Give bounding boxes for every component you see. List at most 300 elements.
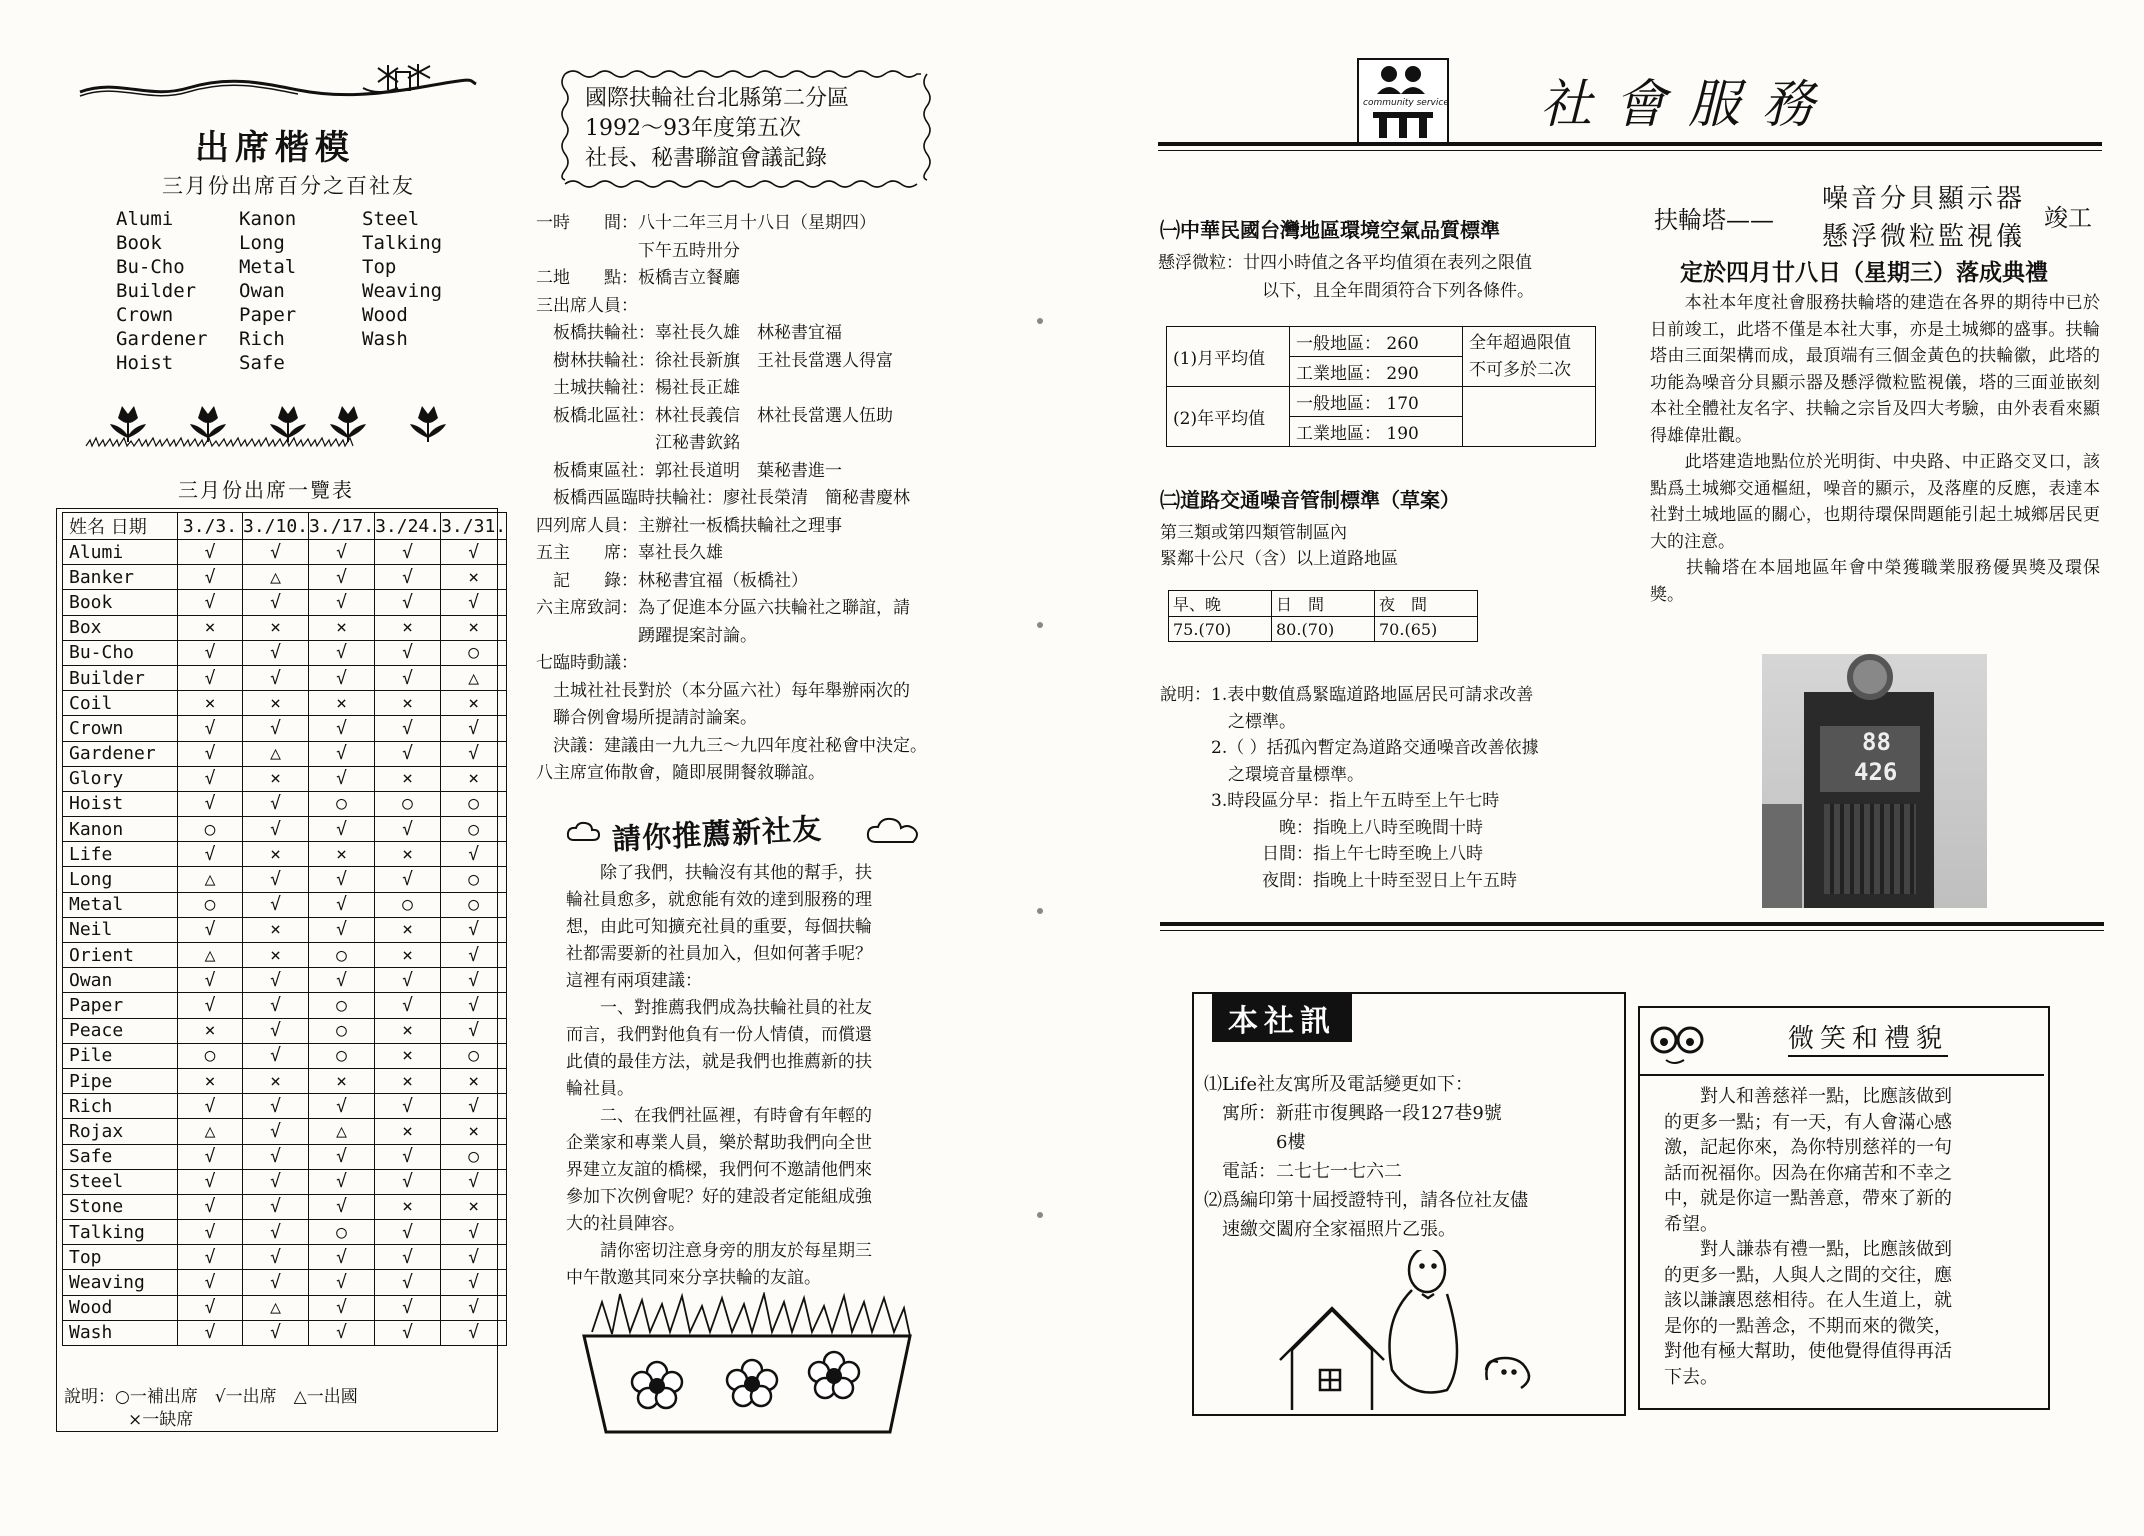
noise-table <box>1168 590 1478 642</box>
house-figure-drawing <box>1262 1250 1562 1410</box>
minutes-title-line: 國際扶輪社台北縣第二分區 <box>585 86 850 111</box>
attendance-mark: √ <box>441 1245 507 1270</box>
minutes-title <box>585 84 849 174</box>
honor-name: Safe <box>239 352 285 374</box>
minutes-line: 踴躍提案討論。 <box>536 625 757 646</box>
attendance-mark: √ <box>178 1169 243 1194</box>
community-service-logo <box>1357 58 1449 144</box>
attendance-legend-2: ×一缺席 <box>128 1410 194 1430</box>
attendance-mark: ○ <box>375 791 441 816</box>
smile-line: 是你的一點善念，不期而來的微笑， <box>1664 1315 1952 1337</box>
attendance-mark: × <box>375 1119 441 1144</box>
attendance-mark: √ <box>178 716 243 741</box>
attendance-mark: √ <box>243 791 309 816</box>
attendance-mark: √ <box>309 741 375 766</box>
attendance-row <box>63 640 507 665</box>
attendance-mark: √ <box>178 1320 243 1345</box>
attendance-mark: √ <box>309 817 375 842</box>
attendance-mark: × <box>375 917 441 942</box>
tulip-border-drawing <box>84 400 484 452</box>
attendance-mark: √ <box>309 1194 375 1219</box>
air-empty-cell <box>1463 387 1596 447</box>
header-date: 3./17. <box>309 513 375 540</box>
attendance-mark: √ <box>309 1169 375 1194</box>
attendance-mark: √ <box>243 1194 309 1219</box>
minutes-line: 江秘書欽銘 <box>536 433 740 453</box>
air-line-1: 懸浮微粒：廿四小時值之各平均值須在表列之限值 <box>1158 253 1532 273</box>
air-table <box>1166 326 1596 447</box>
attendance-mark: √ <box>441 943 507 968</box>
air-limit-line: 不可多於二次 <box>1469 359 1571 380</box>
member-name: Rich <box>63 1094 178 1119</box>
attendance-mark: √ <box>309 665 375 690</box>
attendance-mark: √ <box>441 842 507 867</box>
member-name: Bu-Cho <box>63 640 178 665</box>
attendance-mark: × <box>309 842 375 867</box>
attendance-mark: △ <box>178 867 243 892</box>
attendance-mark: △ <box>243 741 309 766</box>
tower-head-mid-2: 懸浮微粒監視儀 <box>1822 222 2026 252</box>
attendance-mark: △ <box>441 665 507 690</box>
minutes-line: 二地 點：板橋吉立餐廳 <box>536 268 740 288</box>
noise-note-line: 3.時段區分早：指上午五時至上午七時 <box>1160 791 1500 811</box>
attendance-mark: △ <box>243 1295 309 1320</box>
attendance-mark: √ <box>178 968 243 993</box>
smile-inner-rule <box>1640 1074 2044 1076</box>
member-name: Top <box>63 1245 178 1270</box>
honor-name: Gardener <box>116 328 208 350</box>
attendance-mark: √ <box>309 867 375 892</box>
attendance-mark: √ <box>441 1220 507 1245</box>
attendance-mark: × <box>309 615 375 640</box>
minutes-line: 板橋東區社：郭社長道明 葉秘書進一 <box>536 460 842 481</box>
attendance-mark: √ <box>309 640 375 665</box>
tower-paragraph: 此塔建造地點位於光明街、中央路、中正路交叉口，該點爲土城鄉交通樞紐，噪音的顯示，及落塵的反應，表達本社對土城地區的關心，也期待環保問題能引起土城鄉居民更大的注意。 <box>1650 452 2100 552</box>
tower-photo <box>1762 654 1987 908</box>
member-name: Wood <box>63 1295 178 1320</box>
attendance-mark: △ <box>309 1119 375 1144</box>
attendance-mark: ○ <box>309 943 375 968</box>
flower-pot-drawing <box>572 1292 922 1442</box>
attendance-mark: × <box>375 615 441 640</box>
air-line-2: 以下，且全年間須符合下列各條件。 <box>1262 281 1534 301</box>
logo-caption: community service <box>1363 98 1449 108</box>
attendance-mark: √ <box>309 1245 375 1270</box>
noise-value: 70.(65) <box>1375 617 1478 642</box>
recruit-line: 輪社員。 <box>566 1079 634 1099</box>
honor-name: Metal <box>239 256 297 278</box>
attendance-mark: √ <box>178 766 243 791</box>
honor-subtitle: 三月份出席百分之百社友 <box>162 174 415 198</box>
member-name: Pile <box>63 1043 178 1068</box>
attendance-row <box>63 1245 507 1270</box>
member-name: Gardener <box>63 741 178 766</box>
attendance-mark: √ <box>309 1270 375 1295</box>
honor-name: Kanon <box>239 208 297 230</box>
attendance-mark: × <box>441 615 507 640</box>
attendance-mark: √ <box>375 716 441 741</box>
attendance-row <box>63 892 507 917</box>
attendance-mark: √ <box>375 1094 441 1119</box>
member-name: Coil <box>63 691 178 716</box>
member-name: Pipe <box>63 1068 178 1093</box>
attendance-mark: √ <box>243 590 309 615</box>
smile-line: 該以謙讓恩慈相待。在人生道上，就 <box>1664 1290 1952 1311</box>
attendance-row <box>63 917 507 942</box>
minutes-line: 板橋扶輪社：辜社長久雄 林秘書宜福 <box>536 323 842 343</box>
attendance-mark: ○ <box>178 817 243 842</box>
tower-paragraph: 本社本年度社會服務扶輪塔的建造在各界的期待中已於日前竣工，此塔不僅是本社大事，亦是土城鄉的盛事。扶輪塔由三面架構而成，最頂端有三個金黃色的扶輪徽，此塔的功能為噪音分貝顯示器及懸浮微粒監視儀，塔的三面並嵌刻本社全體社友名字、扶輪之宗旨及四大考驗，由外表看來顯得雄偉壯觀。 <box>1650 293 2100 446</box>
attendance-mark: × <box>441 565 507 590</box>
attendance-row <box>63 540 507 565</box>
glasses-icon <box>1646 1014 1710 1072</box>
attendance-mark: √ <box>243 867 309 892</box>
attendance-mark: √ <box>243 1144 309 1169</box>
attendance-row <box>63 565 507 590</box>
noise-header: 日 間 <box>1272 591 1375 617</box>
attendance-title: 三月份出席一覽表 <box>178 478 354 502</box>
member-name: Hoist <box>63 791 178 816</box>
attendance-mark: √ <box>243 817 309 842</box>
club-news-line: ⑴Life社友寓所及電話變更如下： <box>1204 1074 1474 1095</box>
member-name: Kanon <box>63 817 178 842</box>
attendance-mark: √ <box>243 1094 309 1119</box>
noise-notes <box>1160 682 1539 894</box>
attendance-mark: √ <box>375 590 441 615</box>
attendance-row <box>63 766 507 791</box>
attendance-mark: ○ <box>309 1220 375 1245</box>
attendance-mark: △ <box>178 943 243 968</box>
attendance-mark: × <box>375 842 441 867</box>
honor-name: Paper <box>239 304 297 326</box>
attendance-mark: √ <box>243 665 309 690</box>
air-value: 工業地區： 190 <box>1290 417 1463 447</box>
attendance-mark: √ <box>375 867 441 892</box>
attendance-mark: ○ <box>441 817 507 842</box>
recruit-title: 請你推薦新社友 <box>611 811 823 857</box>
attendance-mark: √ <box>243 968 309 993</box>
recruit-line: 參加下次例會呢？好的建設者定能組成強 <box>566 1187 872 1207</box>
honor-name: Weaving <box>362 280 443 302</box>
attendance-legend-1: 說明：○一補出席 √一出席 △一出國 <box>64 1387 358 1407</box>
tower-photo-grid <box>1824 804 1916 894</box>
attendance-mark: √ <box>375 1270 441 1295</box>
attendance-mark: × <box>309 691 375 716</box>
header-name-date: 姓名 日期 <box>63 513 178 540</box>
attendance-mark: √ <box>309 716 375 741</box>
attendance-row <box>63 1068 507 1093</box>
attendance-mark: × <box>243 691 309 716</box>
noise-heading: ㈡道路交通噪音管制標準（草案） <box>1160 488 1460 512</box>
club-news-line: 速繳交闔府全家福照片乙張。 <box>1204 1219 1456 1240</box>
attendance-mark: √ <box>178 993 243 1018</box>
attendance-row <box>63 1169 507 1194</box>
honor-title: 出席楷模 <box>195 128 355 168</box>
attendance-mark: √ <box>441 1320 507 1345</box>
honor-name: Alumi <box>116 208 174 230</box>
header-date: 3./3. <box>178 513 243 540</box>
recruit-line: 想，由此可知擴充社員的重要，每個扶輪 <box>566 917 872 937</box>
minutes-line: 八主席宣佈散會，隨即展開餐敘聯誼。 <box>536 763 825 783</box>
cloud-icon <box>566 820 602 846</box>
attendance-mark: × <box>243 917 309 942</box>
smile-line: 激，記起你來，為你特別慈祥的一句 <box>1664 1137 1952 1158</box>
air-value: 一般地區： 260 <box>1290 327 1463 357</box>
attendance-mark: ○ <box>178 892 243 917</box>
attendance-mark: √ <box>441 1094 507 1119</box>
member-name: Rojax <box>63 1119 178 1144</box>
tower-head-mid-1: 噪音分貝顯示器 <box>1822 184 2026 214</box>
attendance-mark: × <box>375 691 441 716</box>
section-title: 社會服務 <box>1540 75 1837 135</box>
attendance-mark: × <box>243 615 309 640</box>
honor-name: Crown <box>116 304 174 326</box>
club-news-line: 6樓 <box>1204 1132 1306 1153</box>
attendance-mark: √ <box>375 1220 441 1245</box>
attendance-row <box>63 1270 507 1295</box>
attendance-row <box>63 943 507 968</box>
attendance-table <box>62 512 507 1346</box>
attendance-mark: ○ <box>309 791 375 816</box>
rotary-wheel-icon <box>1847 654 1893 700</box>
attendance-mark: √ <box>375 640 441 665</box>
header-date: 3./31. <box>441 513 507 540</box>
attendance-row <box>63 1144 507 1169</box>
recruit-line: 輪社員愈多，就愈能有效的達到服務的理 <box>566 890 872 910</box>
attendance-row <box>63 842 507 867</box>
attendance-mark: △ <box>243 565 309 590</box>
binder-hole <box>1037 622 1043 628</box>
honor-name: Book <box>116 232 162 254</box>
attendance-mark: × <box>243 766 309 791</box>
attendance-mark: √ <box>178 1270 243 1295</box>
attendance-mark: √ <box>178 1094 243 1119</box>
noise-note-line: 說明：1.表中數值爲緊臨道路地區居民可請求改善 <box>1160 685 1534 705</box>
member-name: Glory <box>63 766 178 791</box>
noise-note-line: 之環境音量標準。 <box>1160 764 1364 785</box>
attendance-mark: √ <box>309 892 375 917</box>
tower-display-2: 426 <box>1854 758 1898 786</box>
smile-line: 的更多一點，人與人之間的交往，應 <box>1664 1264 1952 1286</box>
minutes-line: 下午五時卅分 <box>536 240 740 261</box>
smile-line: 對人和善慈祥一點，比應該做到 <box>1664 1086 1952 1107</box>
attendance-mark: √ <box>375 741 441 766</box>
attendance-mark: × <box>243 1068 309 1093</box>
attendance-mark: × <box>243 842 309 867</box>
member-name: Safe <box>63 1144 178 1169</box>
honor-names <box>116 208 485 374</box>
header-date: 3./10. <box>243 513 309 540</box>
noise-note-line: 晚：指晚上八時至晚間十時 <box>1160 817 1483 838</box>
attendance-mark: × <box>375 1043 441 1068</box>
attendance-mark: √ <box>375 565 441 590</box>
member-name: Builder <box>63 665 178 690</box>
minutes-line: 土城扶輪社：楊社長正雄 <box>536 378 740 398</box>
attendance-mark: × <box>178 1068 243 1093</box>
recruit-line: 一、對推薦我們成為扶輪社員的社友 <box>566 998 872 1018</box>
attendance-mark: ○ <box>309 993 375 1018</box>
attendance-mark: √ <box>375 1245 441 1270</box>
attendance-mark: √ <box>178 741 243 766</box>
tower-paragraph: 扶輪塔在本屆地區年會中榮獲職業服務優異獎及環保獎。 <box>1650 558 2100 605</box>
noise-note-line: 日間：指上午七時至晚上八時 <box>1160 844 1483 864</box>
recruit-line: 而言，我們對他負有一份人情債，而償還 <box>566 1025 872 1045</box>
attendance-mark: √ <box>243 640 309 665</box>
attendance-row <box>63 1018 507 1043</box>
minutes-line: 四列席人員：主辦社一板橋扶輪社之理事 <box>536 515 842 536</box>
attendance-mark: √ <box>243 1119 309 1144</box>
member-name: Book <box>63 590 178 615</box>
tower-head-right: 竣工 <box>2044 204 2092 232</box>
attendance-mark: √ <box>178 1295 243 1320</box>
attendance-mark: √ <box>178 917 243 942</box>
minutes-title-line: 1992～93年度第五次 <box>585 116 801 141</box>
air-heading: ㈠中華民國台灣地區環境空氣品質標準 <box>1160 218 1500 242</box>
tower-head-left: 扶輪塔—— <box>1654 206 1774 234</box>
attendance-mark: ○ <box>441 791 507 816</box>
air-value: 工業地區： 290 <box>1290 357 1463 387</box>
attendance-mark: √ <box>309 1320 375 1345</box>
attendance-row <box>63 867 507 892</box>
attendance-mark: √ <box>375 968 441 993</box>
attendance-mark: √ <box>375 1169 441 1194</box>
recruit-line: 社都需要新的社員加入，但如何著手呢？ <box>566 944 872 964</box>
attendance-mark: √ <box>243 1320 309 1345</box>
header-date: 3./24. <box>375 513 441 540</box>
attendance-row <box>63 1220 507 1245</box>
club-news-body <box>1204 1070 1528 1244</box>
honor-name: Steel <box>362 208 420 230</box>
honor-name: Rich <box>239 328 285 350</box>
noise-note-line: 2.（ ）括孤內暫定為道路交通噪音改善依據 <box>1160 738 1539 758</box>
attendance-mark: × <box>441 1119 507 1144</box>
air-value: 一般地區： 170 <box>1290 387 1463 417</box>
attendance-row <box>63 590 507 615</box>
member-name: Stone <box>63 1194 178 1219</box>
attendance-mark: √ <box>375 1320 441 1345</box>
smile-line: 對人謙恭有禮一點，比應該做到 <box>1664 1239 1952 1260</box>
attendance-mark: √ <box>441 1169 507 1194</box>
noise-note-line: 之標準。 <box>1160 711 1296 732</box>
member-name: Orient <box>63 943 178 968</box>
recruit-line: 界建立友誼的橋樑，我們何不邀請他們來 <box>566 1160 872 1180</box>
attendance-mark: × <box>375 1068 441 1093</box>
honor-name: Top <box>362 256 397 278</box>
honor-name: Builder <box>116 280 197 302</box>
attendance-mark: √ <box>178 1245 243 1270</box>
attendance-mark: × <box>375 943 441 968</box>
cloud-icon <box>866 816 924 848</box>
member-name: Wash <box>63 1320 178 1345</box>
attendance-mark: √ <box>309 540 375 565</box>
tower-photo-building <box>1762 804 1802 908</box>
smile-line: 下去。 <box>1664 1366 1718 1388</box>
honor-name: Owan <box>239 280 285 302</box>
attendance-mark: √ <box>441 968 507 993</box>
attendance-mark: × <box>178 615 243 640</box>
attendance-mark: √ <box>178 590 243 615</box>
attendance-row <box>63 1119 507 1144</box>
member-name: Life <box>63 842 178 867</box>
air-limit <box>1463 327 1596 387</box>
attendance-row <box>63 993 507 1018</box>
attendance-mark: ○ <box>441 1144 507 1169</box>
binder-hole <box>1037 1212 1043 1218</box>
attendance-mark: √ <box>309 766 375 791</box>
recruit-line: 中午散邀其同來分享扶輪的友誼。 <box>566 1268 821 1288</box>
noise-header: 早、晚 <box>1169 591 1272 617</box>
attendance-mark: √ <box>441 741 507 766</box>
member-name: Banker <box>63 565 178 590</box>
attendance-mark: √ <box>243 993 309 1018</box>
attendance-mark: × <box>375 1194 441 1219</box>
member-name: Talking <box>63 1220 178 1245</box>
club-news-title: 本社訊 <box>1212 994 1352 1042</box>
club-news-line: 電話：二七七一七六二 <box>1204 1161 1402 1182</box>
minutes-line: 聯合例會場所提請討論案。 <box>536 708 757 728</box>
attendance-mark: √ <box>309 1094 375 1119</box>
minutes-body <box>536 210 986 788</box>
smile-line: 對他有極大幫助，使他覺得值得再活 <box>1664 1341 1952 1362</box>
attendance-mark: √ <box>441 1295 507 1320</box>
mid-rule-thin <box>1160 930 2104 931</box>
member-name: Crown <box>63 716 178 741</box>
attendance-mark: √ <box>375 1144 441 1169</box>
recruit-line: 除了我們，扶輪沒有其他的幫手，扶 <box>566 863 872 883</box>
attendance-mark: ○ <box>309 1043 375 1068</box>
honor-name: Wash <box>362 328 408 350</box>
attendance-mark: √ <box>441 993 507 1018</box>
attendance-mark: √ <box>309 1144 375 1169</box>
attendance-mark: ○ <box>441 867 507 892</box>
minutes-line: 板橋西區臨時扶輪社：廖社長榮清 簡秘書慶林 <box>536 488 910 508</box>
attendance-mark: √ <box>178 1220 243 1245</box>
recruit-line: 請你密切注意身旁的朋友於每星期三 <box>566 1241 872 1261</box>
attendance-mark: × <box>375 766 441 791</box>
attendance-mark: × <box>309 1068 375 1093</box>
attendance-mark: △ <box>178 1119 243 1144</box>
attendance-row <box>63 691 507 716</box>
honor-name: Bu-Cho <box>116 256 185 278</box>
recruit-line: 此債的最佳方法，就是我們也推薦新的扶 <box>566 1052 872 1072</box>
member-name: Alumi <box>63 540 178 565</box>
attendance-mark: √ <box>243 892 309 917</box>
attendance-mark: √ <box>243 1270 309 1295</box>
minutes-line: 板橋北區社：林社長義信 林社長當選人伍助 <box>536 405 893 426</box>
member-name: Weaving <box>63 1270 178 1295</box>
attendance-row <box>63 817 507 842</box>
minutes-line: 六主席致詞：為了促進本分區六扶輪社之聯誼，請 <box>536 598 910 618</box>
attendance-mark: √ <box>178 842 243 867</box>
minutes-line: 土城社社長對於（本分區六社）每年舉辦兩次的 <box>536 680 910 701</box>
attendance-mark: √ <box>441 540 507 565</box>
noise-line-1: 第三類或第四類管制區內 <box>1160 523 1347 543</box>
attendance-mark: √ <box>243 1018 309 1043</box>
attendance-mark: × <box>178 691 243 716</box>
attendance-mark: √ <box>441 590 507 615</box>
minutes-line: 七臨時動議： <box>536 653 638 673</box>
attendance-mark: √ <box>375 993 441 1018</box>
attendance-mark: √ <box>441 716 507 741</box>
attendance-mark: √ <box>243 540 309 565</box>
recruit-body <box>566 860 946 1292</box>
attendance-mark: × <box>441 691 507 716</box>
attendance-mark: √ <box>178 640 243 665</box>
honor-name: Hoist <box>116 352 174 374</box>
attendance-mark: ○ <box>375 892 441 917</box>
minutes-line: 一時 間：八十二年三月十八日（星期四） <box>536 213 876 233</box>
recruit-line: 這裡有兩項建議： <box>566 971 702 991</box>
